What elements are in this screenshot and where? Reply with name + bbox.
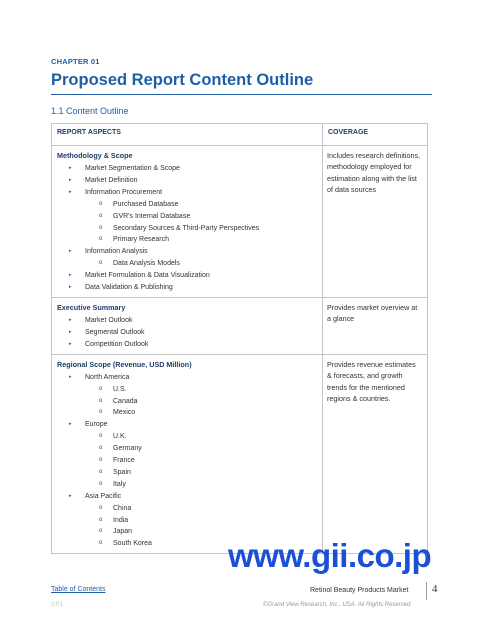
sub-list-item [85,211,317,223]
aspect-cell [52,146,323,298]
circle-bullet-icon: o [99,480,103,487]
list-item [57,315,317,327]
circle-bullet-icon: o [99,200,103,207]
circle-bullet-icon: o [99,224,103,231]
sub-list-item-label: GVR's Internal Database [113,212,191,220]
sub-list-item-label: Data Analysis Models [113,260,180,268]
sub-list-item-label: Secondary Sources & Third-Party Perspectives [113,224,260,232]
list-item-label: Asia Pacific [85,492,122,500]
circle-bullet-icon: o [99,457,103,464]
triangle-bullet-icon: ▸ [69,188,72,195]
circle-bullet-icon: o [99,528,103,535]
triangle-bullet-icon: ▸ [69,284,72,291]
triangle-bullet-icon: ▸ [69,272,72,279]
sub-list-item-label: U.K. [113,433,127,441]
triangle-bullet-icon: ▸ [69,165,72,171]
triangle-bullet-icon: ▸ [69,373,72,380]
sub-list-item-label: U.S. [113,385,127,393]
page-title: Proposed Report Content Outline [51,71,314,89]
section-title: Methodology & Scope [57,151,133,160]
list-item [57,372,317,420]
sub-list-item [85,455,317,467]
watermark: www.gii.co.jp [228,537,432,574]
list-item-label: Market Outlook [85,316,133,324]
triangle-bullet-icon: ▸ [69,248,72,255]
sub-list-item [85,443,317,455]
list-item [57,339,317,351]
list-item [57,163,317,175]
triangle-bullet-icon: ▸ [69,328,72,335]
sub-list-item [85,258,317,270]
table-header-row [52,124,428,146]
list-item-label: Market Segmentation & Scope [85,165,180,172]
list-item [57,327,317,339]
coverage-cell: Provides market overview at a glance [323,297,428,354]
column-header-aspects: REPORT ASPECTS [52,124,323,146]
circle-bullet-icon: o [99,385,103,392]
list-item [57,175,317,187]
circle-bullet-icon: o [99,540,103,547]
sub-list-item [85,223,317,235]
sub-list [85,384,317,420]
coverage-cell: Provides revenue estimates & forecasts, and growth trends for the mentioned regions & countries. [323,354,428,554]
circle-bullet-icon: o [99,504,103,511]
list-item-label: Competition Outlook [85,340,149,348]
list-item [57,187,317,247]
page-number: 4 [432,583,438,595]
aspect-list [57,315,317,351]
section-title: Executive Summary [57,302,126,312]
triangle-bullet-icon: ▸ [69,340,72,347]
column-header-coverage: COVERAGE [323,124,428,146]
section-subtitle: 1.1 Content Outline [51,106,129,116]
list-item-label: Information Procurement [85,188,163,196]
sub-list-item-label: India [113,516,129,524]
sub-list [85,199,317,247]
footer-report-name: Retinol Beauty Products Market [310,587,409,594]
sub-list-item-label: Mexico [113,409,136,417]
aspect-cell [52,354,323,554]
sub-list-item-label: Purchased Database [113,200,179,208]
sub-list-item [85,479,317,491]
circle-bullet-icon: o [99,212,103,219]
list-item-label: Market Definition [85,176,138,184]
sub-list-item [85,515,317,527]
coverage-cell: Includes research definitions, methodology employed for estimation along with the list of data sources [323,146,428,298]
sub-list-item [85,467,317,479]
list-item-label: Europe [85,421,108,429]
list-item [57,270,317,282]
sub-list-item-label: Canada [113,397,138,405]
sub-list-item-label: Japan [113,528,133,536]
circle-bullet-icon: o [99,260,103,267]
sub-list-item-label: Italy [113,480,126,488]
circle-bullet-icon: o [99,397,103,404]
aspect-cell [52,297,323,354]
sub-list-item-label: Spain [113,468,131,476]
footer-copyright: ©Grand View Research, Inc., USA. All Rights Reserved [263,602,411,608]
circle-bullet-icon: o [99,236,103,243]
sub-list-item [85,503,317,515]
circle-bullet-icon: o [99,433,103,440]
list-item [57,282,317,294]
outline-table [51,123,428,554]
sub-list-item [85,384,317,396]
table-row [52,146,428,298]
sub-list-item-label: France [113,457,135,465]
list-item-label: Information Analysis [85,248,148,256]
sub-list-item [85,396,317,408]
section-title: Regional Scope (Revenue, USD Million) [57,359,192,369]
table-row [52,354,428,554]
circle-bullet-icon: o [99,516,103,523]
title-divider [51,94,432,95]
triangle-bullet-icon: ▸ [69,316,72,323]
sub-list-item-label: South Korea [113,540,152,548]
circle-bullet-icon: o [99,468,103,475]
sub-list-item-label: China [113,504,132,512]
sub-list-item-label: Germany [113,445,142,453]
list-item-label: Segmental Outlook [85,328,145,336]
list-item-label: Market Formulation & Data Visualization [85,272,210,280]
table-of-contents-link[interactable]: Table of Contents [51,586,106,593]
chapter-label: CHAPTER 01 [51,57,100,66]
circle-bullet-icon: o [99,445,103,452]
sub-list [85,431,317,491]
footer-divider [426,582,427,600]
sub-list-item [85,431,317,443]
aspect-list [57,163,317,294]
footer-code: GR1 [51,602,64,608]
triangle-bullet-icon: ▸ [69,176,72,183]
list-item [57,419,317,490]
circle-bullet-icon: o [99,409,103,416]
sub-list-item [85,234,317,246]
list-item-label: Data Validation & Publishing [85,284,173,292]
triangle-bullet-icon: ▸ [69,421,72,428]
sub-list-item [85,407,317,419]
aspect-list [57,372,317,551]
sub-list-item [85,199,317,211]
triangle-bullet-icon: ▸ [69,492,72,499]
sub-list [85,258,317,270]
outline-body [52,146,428,554]
list-item-label: North America [85,373,130,381]
table-row [52,297,428,354]
sub-list-item-label: Primary Research [113,236,170,244]
list-item [57,246,317,270]
